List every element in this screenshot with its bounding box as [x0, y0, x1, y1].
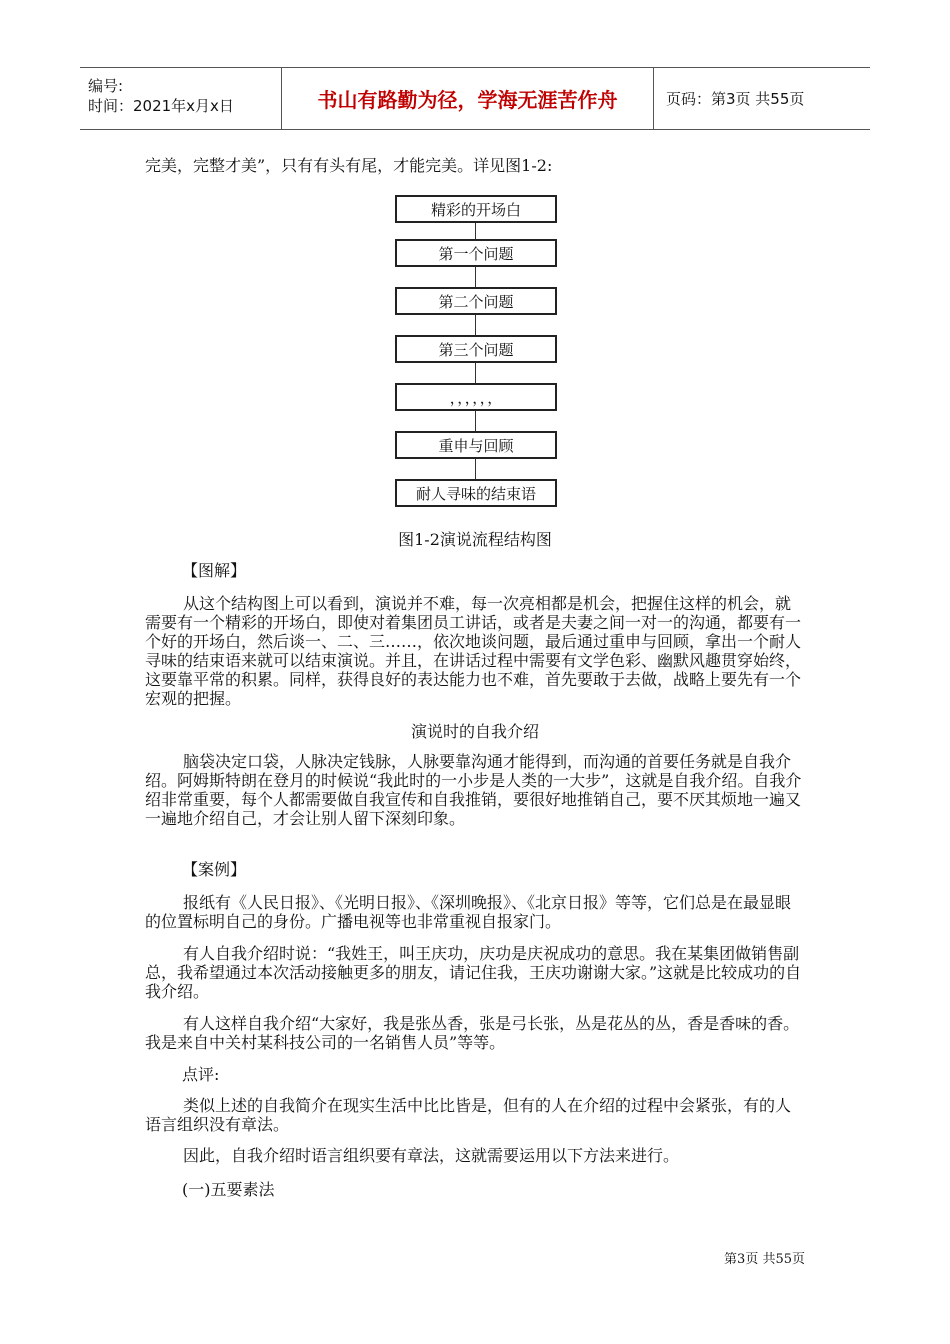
figure-caption: 图1-2演说流程结构图 [398, 530, 552, 549]
section-title: 演说时的自我介绍 [410, 722, 539, 741]
self-intro-paragraph: 脑袋决定口袋，人脉决定钱脉，人脉要靠沟通才能得到，而沟通的首要任务就是自我介绍。阿姆斯特朗在登月的时候说“我此时的一小步是人类的一大步”，这就是自我介绍。自我介绍非常重要，每个人都需要做自我宣传和自我推销，要很好地推销自己，要不厌其烦地一遍又一遍地介绍自己，才会让别人留下深刻印象。 [145, 752, 802, 828]
comment-paragraph: 类似上述的自我简介在现实生活中比比皆是，但有的人在介绍的过程中会紧张，有的人语言组织没有章法。 [145, 1096, 792, 1134]
method-heading: (一)五要素法 [182, 1180, 275, 1199]
document-header [80, 67, 870, 130]
flow-step-ending: 耐人寻味的结束语 [395, 479, 557, 507]
flow-connector [475, 411, 476, 431]
intro-line: 完美，完整才美”，只有有头有尾，才能完美。详见图1-2: [145, 156, 553, 175]
diagram-explanation: 从这个结构图上可以看到，演说并不难，每一次亮相都是机会，把握住这样的机会，就需要有一个精彩的开场白，即使对着集团员工讲话，或者是夫妻之间一对一的沟通，都要有一个好的开场白，然后谈一、二、三……，依次地谈问题，最后通过重申与回顾，拿出一个耐人寻味的结束语来就可以结束演说。并且，在讲话过程中需要有文学色彩、幽默风趣贯穿始终，这要靠平常的积累。同样，获得良好的表达能力也不难，首先要敢于去做，战略上要先有一个宏观的把握。 [145, 594, 802, 708]
page-footer: 第3页 共55页 [724, 1252, 805, 1267]
header-motto: 书山有路勤为径，学海无涯苦作舟 [282, 68, 654, 129]
flow-connector [475, 315, 476, 335]
case-paragraph-1: 报纸有《人民日报》、《光明日报》、《深圳晚报》、《北京日报》等等，它们总是在最显眼的位置标明自己的身份。广播电视等也非常重视自报家门。 [145, 893, 792, 931]
case-paragraph-2: 有人自我介绍时说：“我姓王，叫王庆功，庆功是庆祝成功的意思。我在某集团做销售副总，我希望通过本次活动接触更多的朋友，请记住我，王庆功谢谢大家。”这就是比较成功的自我介绍。 [145, 944, 802, 1001]
flow-step-second: 第二个问题 [395, 287, 557, 315]
flow-step-opening: 精彩的开场白 [395, 195, 557, 223]
flow-connector [475, 223, 476, 239]
flow-connector [475, 363, 476, 383]
flow-step-first: 第一个问题 [395, 239, 557, 267]
section-label-case: 【案例】 [182, 860, 247, 879]
flow-connector [475, 459, 476, 479]
flow-connector [475, 267, 476, 287]
flow-step-review: 重申与回顾 [395, 431, 557, 459]
time-label: 时间：2021年x月x日 [88, 97, 234, 115]
header-meta [80, 68, 282, 129]
flow-step-ellipsis: ，，，，，， [395, 383, 557, 411]
number-label: 编号: [88, 77, 124, 95]
case-paragraph-3: 有人这样自我介绍“大家好，我是张丛香，张是弓长张，丛是花丛的丛，香是香味的香。我是来自中关村某科技公司的一名销售人员”等等。 [145, 1014, 800, 1052]
flow-step-third: 第三个问题 [395, 335, 557, 363]
section-label-diagram: 【图解】 [182, 561, 247, 580]
comment-label: 点评: [182, 1065, 220, 1084]
header-page-number: 页码：第3页 共55页 [666, 90, 805, 108]
conclusion-paragraph: 因此，自我介绍时语言组织要有章法，这就需要运用以下方法来进行。 [183, 1146, 680, 1165]
